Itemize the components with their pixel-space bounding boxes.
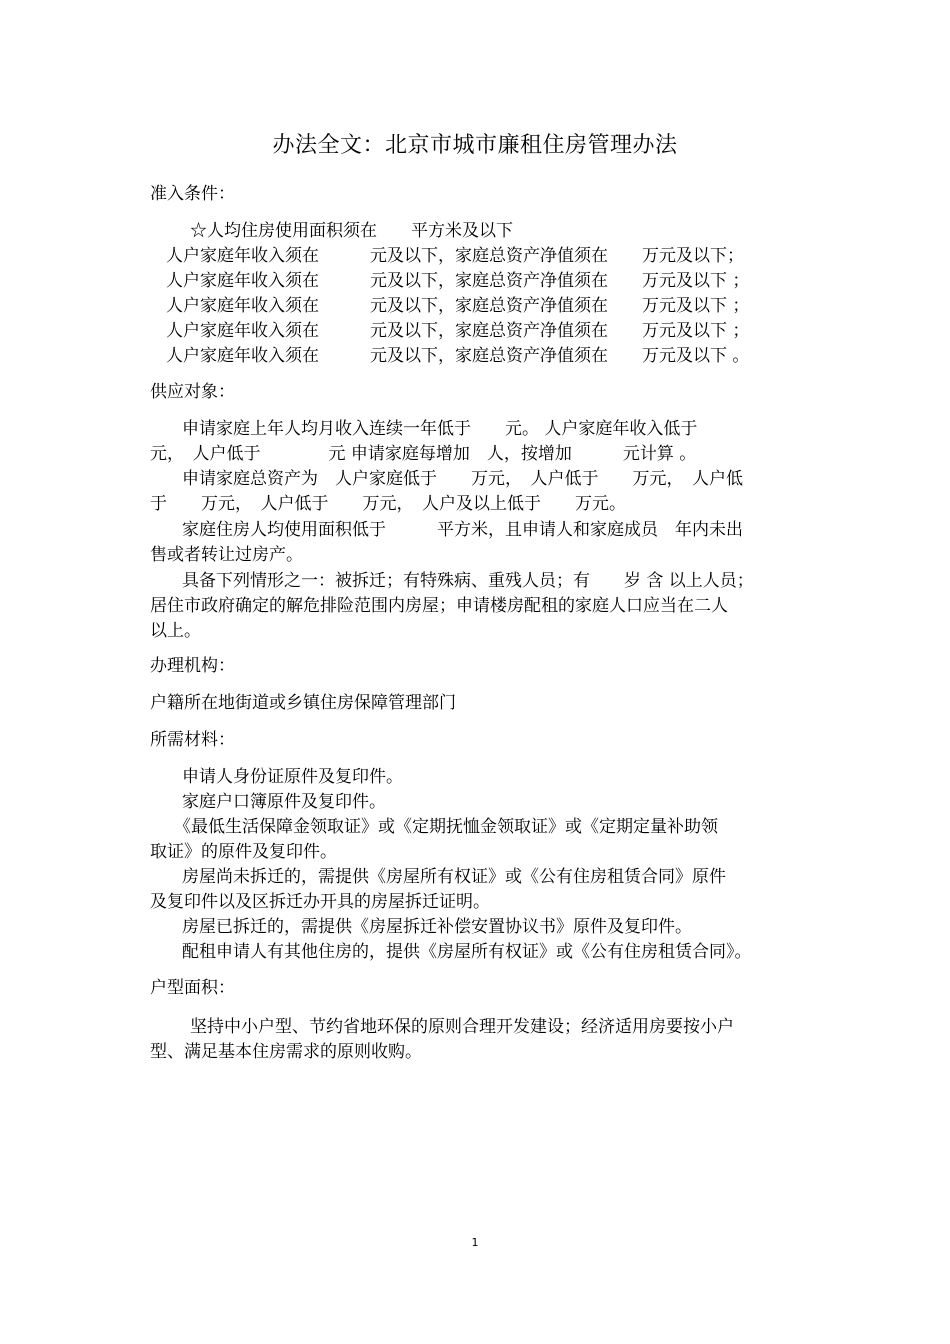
admission-line: 人户家庭年收入须在 元及以下，家庭总资产净值须在 万元及以下 ； — [166, 296, 750, 316]
materials-line: 及复印件以及区拆迁办开具的房屋拆迁证明。 — [150, 892, 490, 912]
supply-line: 元， 人户低于 元 申请家庭每增加 人，按增加 元计算 。 — [150, 444, 697, 464]
supply-line: 售或者转让过房产。 — [150, 545, 303, 565]
materials-line: 家庭户口簿原件及复印件。 — [182, 792, 386, 812]
document-title: 办法全文：北京市城市廉租住房管理办法 — [272, 133, 678, 158]
supply-line: 家庭住房人均使用面积低于 平方米，且申请人和家庭成员 年内未出 — [182, 520, 743, 540]
area-line: 型、满足基本住房需求的原则收购。 — [150, 1042, 422, 1062]
section-heading-agency: 办理机构： — [150, 656, 235, 676]
page-number: 1 — [471, 1236, 479, 1249]
supply-line: 具备下列情形之一：被拆迁；有特殊病、重残人员；有 岁 含 以上人员； — [182, 571, 754, 591]
materials-line: 配租申请人有其他住房的，提供《房屋所有权证》或《公有住房租赁合同》。 — [182, 942, 752, 962]
section-heading-area: 户型面积： — [150, 978, 235, 998]
materials-line: 取证》的原件及复印件。 — [150, 842, 337, 862]
materials-line: 申请人身份证原件及复印件。 — [182, 767, 403, 787]
materials-line: 房屋已拆迁的，需提供《房屋拆迁补偿安置协议书》原件及复印件。 — [182, 917, 692, 937]
supply-line: 于 万元， 人户低于 万元， 人户及以上低于 万元。 — [150, 494, 626, 514]
admission-line: 人户家庭年收入须在 元及以下，家庭总资产净值须在 万元及以下 ； — [166, 321, 750, 341]
section-heading-materials: 所需材料： — [150, 730, 235, 750]
area-line: 坚持中小户型、节约省地环保的原则合理开发建设；经济适用房要按小户 — [190, 1017, 734, 1037]
section-heading-supply: 供应对象： — [150, 382, 235, 402]
materials-line: 房屋尚未拆迁的，需提供《房屋所有权证》或《公有住房租赁合同》原件 — [182, 867, 726, 887]
supply-line: 以上。 — [150, 621, 201, 641]
admission-line: ☆人均住房使用面积须在 平方米及以下 — [190, 221, 513, 241]
agency-line: 户籍所在地街道或乡镇住房保障管理部门 — [150, 693, 456, 713]
section-heading-admission: 准入条件： — [150, 184, 235, 204]
admission-line: 人户家庭年收入须在 元及以下，家庭总资产净值须在 万元及以下 ； — [166, 271, 750, 291]
supply-line: 居住市政府确定的解危排险范围内房屋；申请楼房配租的家庭人口应当在二人 — [150, 596, 728, 616]
admission-line: 人户家庭年收入须在 元及以下，家庭总资产净值须在 万元及以下； — [166, 246, 744, 266]
materials-line: 《最低生活保障金领取证》或《定期抚恤金领取证》或《定期定量补助领 — [174, 817, 718, 837]
supply-line: 申请家庭总资产为 人户家庭低于 万元， 人户低于 万元， 人户低 — [182, 469, 743, 489]
supply-line: 申请家庭上年人均月收入连续一年低于 元。 人户家庭年收入低于 — [182, 419, 698, 439]
admission-line: 人户家庭年收入须在 元及以下，家庭总资产净值须在 万元及以下 。 — [166, 346, 750, 366]
